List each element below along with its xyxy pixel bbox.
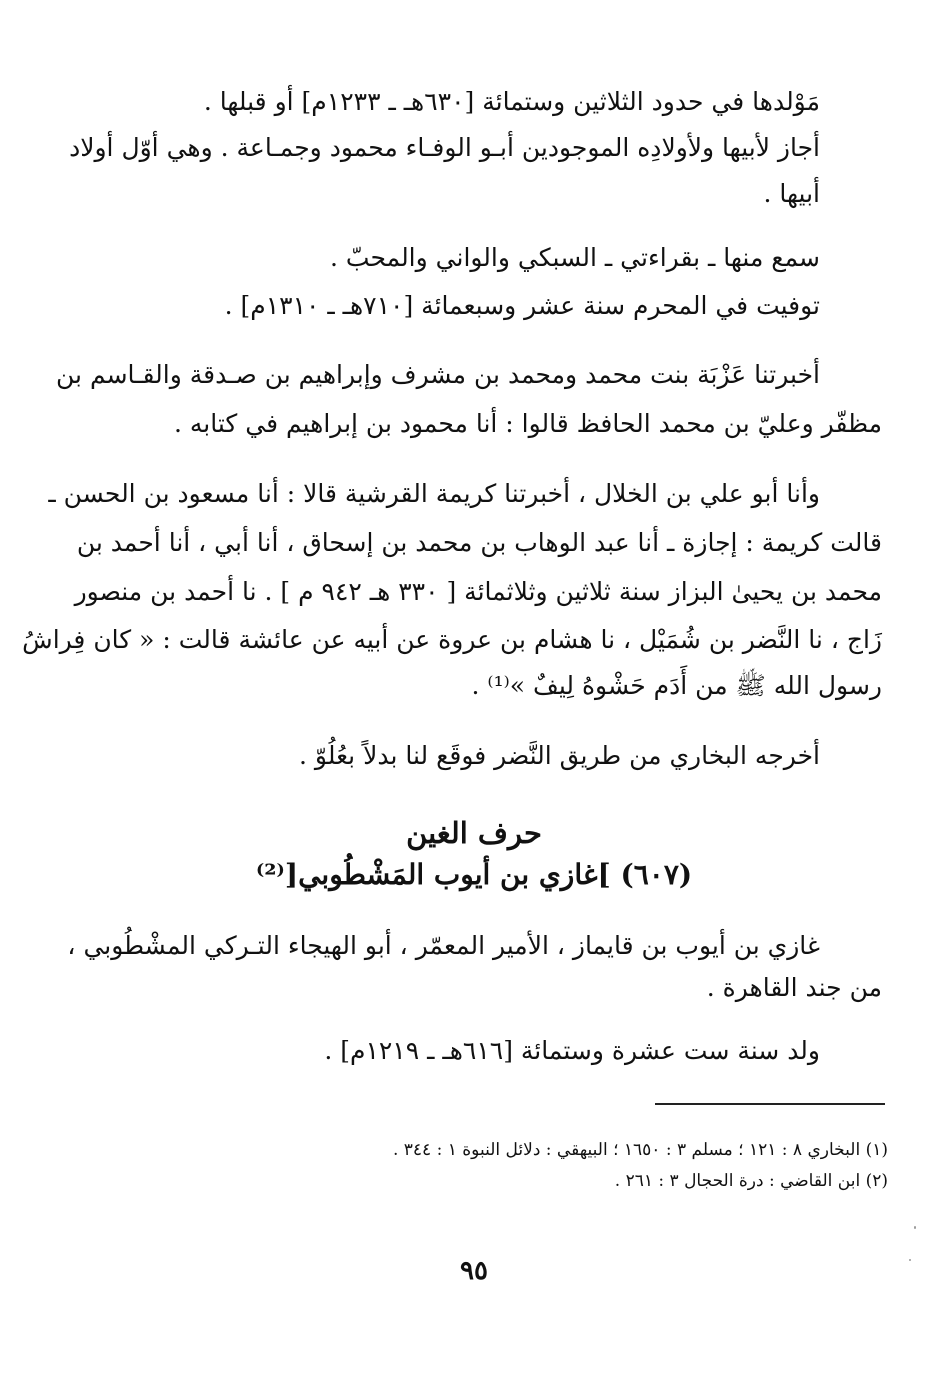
text-line: سمع منها ـ بقراءتي ـ السبكي والواني والمحبّ . <box>330 243 820 272</box>
text-line: من جند القاهرة . <box>706 973 882 1002</box>
text-line: مظفّر وعليّ بن محمد الحافظ قالوا : أنا محمود بن إبراهيم في كتابه . <box>173 409 882 438</box>
scan-speck <box>909 1259 911 1261</box>
scan-speck <box>914 1226 916 1229</box>
footnote: (١) البخاري ٨ : ١٢١ ؛ مسلم ٣ : ١٦٥٠ ؛ البيهقي : دلائل النبوة ١ : ٣٤٤ . <box>392 1140 888 1160</box>
text-line: أخرجه البخاري من طريق النَّضر فوقَع لنا بدلاً بعُلُوّ . <box>299 741 820 770</box>
section-heading: حرف الغين <box>406 816 542 850</box>
text-line: محمد بن يحيىٰ البزاز سنة ثلاثين وثلاثمائة [ ٣٣٠ هـ ٩٤٢ م ] . نا أحمد بن منصور <box>74 577 882 606</box>
text-line: زَاج ، نا النَّضر بن شُمَيْل ، نا هشام بن عروة عن أبيه عن عائشة قالت : « كان فِراشُ <box>22 625 882 654</box>
footnote-separator <box>655 1103 885 1105</box>
entry-heading: (٦٠٧) ]غازي بن أيوب المَشْطُوبي[⁽²⁾ <box>255 858 693 891</box>
text-line: أجاز لأبيها ولأولادِه الموجودين أبـو الوفـاء محمود وجمـاعة . وهي أوّل أولاد <box>69 133 820 162</box>
text-line: وأنا أبو علي بن الخلال ، أخبرتنا كريمة القرشية قالا : أنا مسعود بن الحسن ـ <box>48 479 820 508</box>
text-line: قالت كريمة : إجازة ـ أنا عبد الوهاب بن محمد بن إسحاق ، أنا أبي ، أنا أحمد بن <box>76 528 882 557</box>
footnote: (٢) ابن القاضي : درة الحجال ٣ : ٢٦١ . <box>614 1171 888 1191</box>
text-line: توفيت في المحرم سنة عشر وسبعمائة [٧١٠هـ ـ ١٣١٠م] . <box>224 291 820 320</box>
text-line: ولد سنة ست عشرة وستمائة [٦١٦هـ ـ ١٢١٩م] . <box>324 1036 820 1065</box>
text-line: غازي بن أيوب بن قايماز ، الأمير المعمّر ، أبو الهيجاء التـركي المشْطُوبي ، <box>67 931 820 960</box>
text-line: أخبرتنا عَزْبَة بنت محمد ومحمد بن مشرف وإبراهيم بن صـدقة والقـاسم بن <box>56 360 820 389</box>
text-line: أبيها . <box>763 179 820 208</box>
text-line: رسول الله ﷺ من أَدَم حَشْوهُ لِيفٌ »⁽¹⁾ . <box>471 671 882 700</box>
page-number: ٩٥ <box>460 1256 488 1286</box>
text-line: مَوْلدها في حدود الثلاثين وستمائة [٦٣٠هـ ـ ١٢٣٣م] أو قبلها . <box>203 87 820 116</box>
